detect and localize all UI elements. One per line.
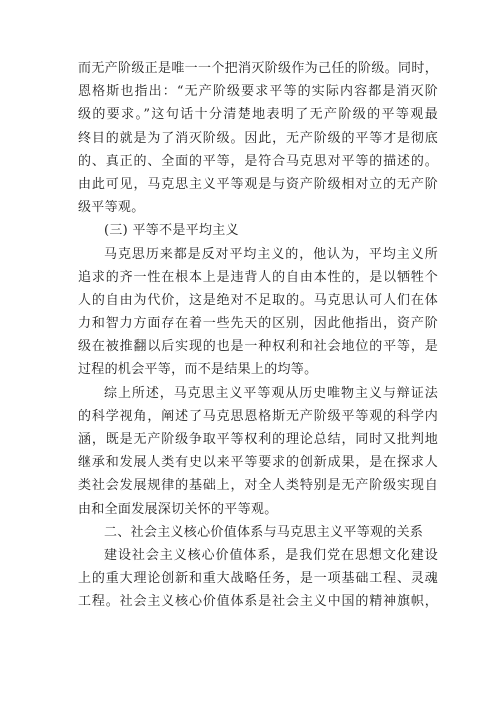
paragraph-first-line: 综上所述，马克思主义平等观从历史唯物主义与辩证法 — [104, 385, 438, 401]
paragraph-first-line: 建设社会主义核心价值体系，是我们党在思想文化建设 — [104, 547, 438, 563]
text-line: 级的要求。”这句话十分清楚地表明了无产阶级的平等观最 — [78, 107, 438, 123]
section-heading: 二、社会主义核心价值体系与马克思主义平等观的关系 — [104, 524, 424, 540]
text-line: 上的重大理论创新和重大战略任务，是一项基础工程、灵魂 — [78, 571, 438, 587]
text-line: 的科学视角，阐述了马克思恩格斯无产阶级平等观的科学内 — [78, 408, 438, 424]
text-line: 类社会发展规律的基础上，对全人类特别是无产阶级实现自 — [78, 478, 438, 494]
text-line: 继承和发展人类有史以来平等要求的创新成果，是在探求人 — [78, 455, 438, 471]
text-line: 由此可见，马克思主义平等观是与资产阶级相对立的无产阶 — [78, 176, 438, 192]
text-line: 而无产阶级正是唯一一个把消灭阶级作为己任的阶级。同时， — [78, 61, 438, 76]
text-line: 级平等观。 — [78, 200, 145, 216]
text-line: 级在被推翻以后实现的也是一种权利和社会地位的平等，是 — [78, 339, 438, 355]
text-line: 恩格斯也指出：“无产阶级要求平等的实际内容都是消灭阶 — [78, 84, 438, 100]
text-line: 终目的就是为了消灭阶级。因此，无产阶级的平等才是彻底 — [78, 130, 438, 146]
text-line: 过程的机会平等，而不是结果上的均等。 — [78, 362, 318, 378]
text-line: 工程。社会主义核心价值体系是社会主义中国的精神旗帜， — [78, 594, 438, 610]
section-heading: (三) 平等不是平均主义 — [104, 223, 239, 239]
text-line: 力和智力方面存在着一些先天的区别，因此他指出，资产阶 — [78, 316, 438, 332]
text-line: 由和全面发展深切关怀的平等观。 — [78, 501, 278, 517]
document-body — [78, 57, 438, 614]
text-line: 人的自由为代价，这是绝对不足取的。马克思认可人们在体 — [78, 292, 438, 308]
text-line: 追求的齐一性在根本上是违背人的自由本性的，是以牺牲个 — [78, 269, 438, 285]
text-line: 涵，既是无产阶级争取平等权利的理论总结，同时又批判地 — [78, 432, 438, 447]
paragraph-first-line: 马克思历来都是反对平均主义的，他认为，平均主义所 — [104, 246, 438, 262]
text-line: 的、真正的、全面的平等，是符合马克思对平等的描述的。 — [78, 153, 438, 169]
